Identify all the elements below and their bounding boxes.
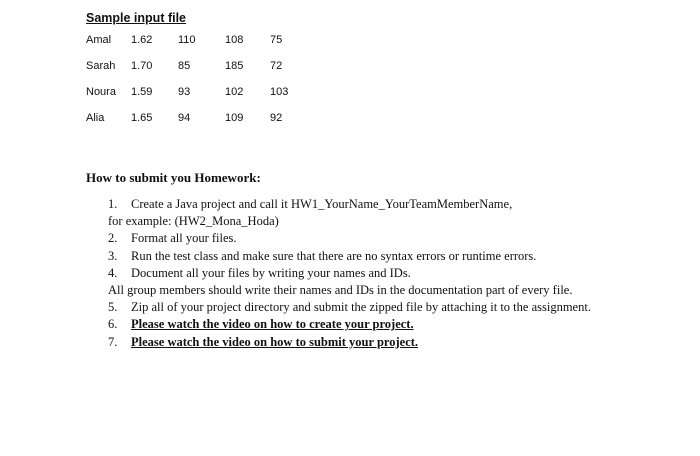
item-text: Run the test class and make sure that there are no syntax errors or runtime errors. (131, 248, 537, 263)
list-item (86, 230, 686, 247)
item-text: Zip all of your project directory and submit the zipped file by attaching it to the assignment. (131, 300, 591, 315)
cell-name: Alia (86, 112, 105, 124)
list-item (86, 248, 686, 265)
item-text: for example: (HW2_Mona_Hoda) (108, 214, 279, 229)
instructions-list (86, 196, 686, 351)
cell-value: 85 (178, 60, 191, 72)
list-item (86, 196, 686, 213)
list-item-continuation (86, 213, 686, 230)
cell-value: 93 (178, 86, 191, 98)
cell-name: Amal (86, 34, 112, 46)
cell-value: 109 (225, 112, 244, 124)
cell-height: 1.62 (131, 34, 153, 46)
cell-value: 75 (270, 34, 283, 46)
item-number: 2. (108, 231, 118, 246)
item-number: 1. (108, 197, 118, 211)
cell-height: 1.65 (131, 112, 153, 124)
cell-name: Noura (86, 86, 116, 98)
cell-height: 1.70 (131, 60, 153, 72)
list-item (86, 316, 686, 333)
item-number: 4. (108, 265, 118, 280)
cell-value: 110 (178, 34, 196, 46)
item-number: 3. (108, 248, 118, 263)
note-line (86, 282, 686, 299)
list-item (86, 334, 686, 351)
cell-value: 72 (270, 60, 283, 72)
sample-input-title: Sample input file (86, 11, 187, 25)
item-text: Document all your files by writing your names and IDs. (131, 265, 411, 280)
cell-value: 108 (225, 34, 244, 46)
cell-value: 102 (225, 86, 244, 98)
item-number: 6. (108, 317, 118, 332)
item-text: Create a Java project and call it HW1_YourName_YourTeamMemberName, (131, 197, 513, 211)
create-project-video-link[interactable]: Please watch the video on how to create your project. (131, 317, 414, 332)
cell-value: 185 (225, 60, 244, 72)
list-item (86, 299, 686, 316)
item-number: 5. (108, 300, 118, 315)
cell-value: 103 (270, 86, 289, 98)
item-text: Format all your files. (131, 231, 237, 246)
cell-height: 1.59 (131, 86, 153, 98)
note-text: All group members should write their names and IDs in the documentation part of every file. (108, 282, 573, 297)
cell-value: 92 (270, 112, 283, 124)
howto-heading: How to submit you Homework: (86, 170, 261, 185)
cell-value: 94 (178, 112, 191, 124)
item-number: 7. (108, 334, 118, 349)
cell-name: Sarah (86, 60, 116, 72)
list-item (86, 265, 686, 282)
submit-project-video-link[interactable]: Please watch the video on how to submit your project. (131, 334, 419, 349)
